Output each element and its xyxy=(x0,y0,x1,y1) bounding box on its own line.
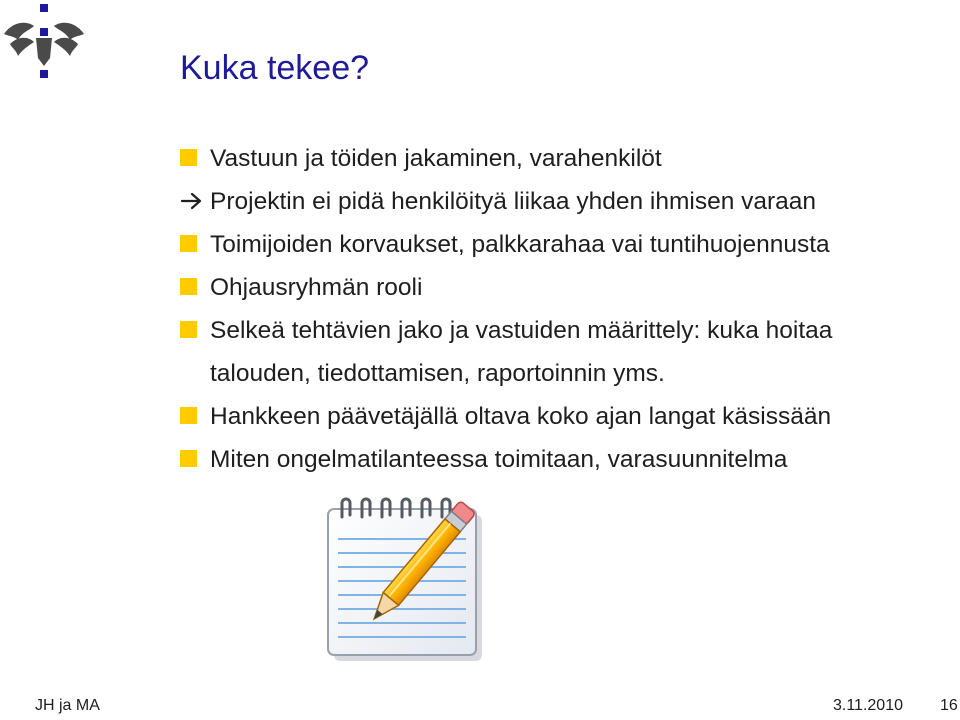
footer-date: 3.11.2010 xyxy=(833,697,903,714)
page-number: 16 xyxy=(940,697,958,714)
footer-author: JH ja MA xyxy=(35,697,100,714)
bullet-item xyxy=(180,309,950,395)
slide-title: Kuka tekee? xyxy=(180,49,370,87)
bullet-item xyxy=(180,395,950,438)
university-logo-icon xyxy=(0,0,90,90)
square-bullet-icon xyxy=(180,450,197,467)
bullet-text: Projektin ei pidä henkilöityä liikaa yhden ihmisen varaan xyxy=(210,188,817,215)
notepad-pencil-icon xyxy=(320,495,520,665)
bullet-text: Toimijoiden korvaukset, palkkarahaa vai tuntihuojennusta xyxy=(210,231,830,258)
square-bullet-icon xyxy=(180,149,197,166)
bullet-text: Miten ongelmatilanteessa toimitaan, varasuunnitelma xyxy=(210,446,788,473)
square-bullet-icon xyxy=(180,321,197,338)
square-bullet-icon xyxy=(180,407,197,424)
square-bullet-icon xyxy=(180,235,197,252)
arrow-right-icon xyxy=(180,189,204,213)
bullet-item xyxy=(180,438,950,481)
square-bullet-icon xyxy=(180,278,197,295)
bullet-text: Selkeä tehtävien jako ja vastuiden määrittely: kuka hoitaa xyxy=(210,317,833,344)
bullet-text: Vastuun ja töiden jakaminen, varahenkilöt xyxy=(210,145,662,172)
bullet-text: Ohjausryhmän rooli xyxy=(210,274,423,301)
bullet-item xyxy=(180,137,950,180)
bullet-text: Hankkeen päävetäjällä oltava koko ajan langat käsissään xyxy=(210,403,832,430)
bullet-text-continuation: talouden, tiedottamisen, raportoinnin yms. xyxy=(210,360,665,387)
bullet-item xyxy=(180,266,950,309)
bullet-item xyxy=(180,223,950,266)
bullet-item xyxy=(180,180,950,223)
bullet-list xyxy=(180,137,950,481)
